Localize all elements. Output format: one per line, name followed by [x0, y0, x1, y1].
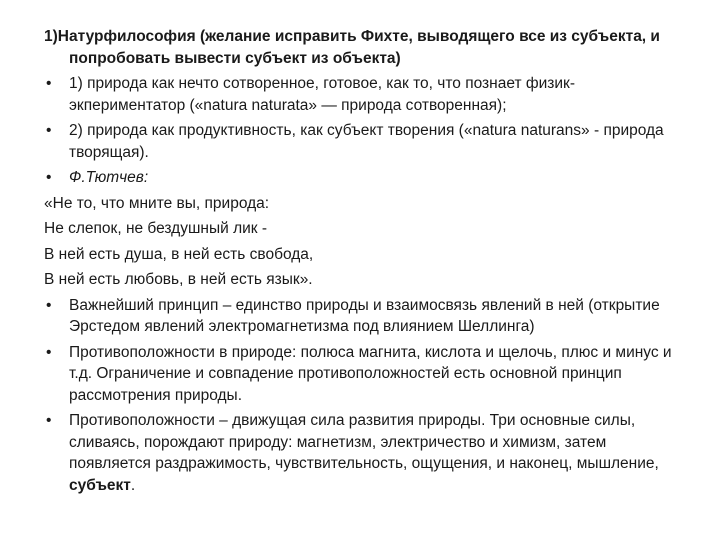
poem-line: В ней есть душа, в ней есть свобода, [44, 245, 314, 263]
bullet: • [46, 169, 52, 186]
list-item-end: . [130, 476, 136, 494]
slide-content [44, 26, 684, 500]
list-item-text: 2) природа как продуктивность, как субъект творения («natura naturans» - природа творящая). [69, 122, 664, 161]
list-item [44, 295, 684, 338]
poet-name: Ф.Тютчев: [69, 169, 149, 186]
bullet: • [46, 343, 52, 361]
bullet: • [46, 296, 52, 314]
bullet: • [46, 75, 52, 92]
list-item [44, 342, 684, 407]
list-item-text: 1) природа как нечто сотворенное, готовое, как то, что познает физик-экпериментатор («natura naturata» — природа сотворенная); [69, 75, 575, 114]
list-item-text: Противоположности в природе: полюса магнита, кислота и щелочь, плюс и минус и т.д. Ограничение и совпадение противоположностей есть основной принцип рассмотрения природы. [69, 343, 672, 404]
emphasis-word: субъект [69, 476, 131, 494]
bullet: • [46, 122, 52, 139]
bullet: • [46, 412, 52, 429]
heading: 1)Натурфилософия (желание исправить Фихте, выводящего все из субъекта, и попробовать вывести субъект из объекта) [44, 28, 660, 67]
list-item [44, 120, 684, 163]
list-item [44, 410, 684, 496]
poem-line: В ней есть любовь, в ней есть язык». [44, 271, 313, 288]
poem-line: Не слепок, не бездушный лик - [44, 220, 268, 237]
poem-line: «Не то, что мните вы, природа: [44, 194, 270, 212]
list-item [44, 167, 684, 189]
list-item-text: Важнейший принцип – единство природы и взаимосвязь явлений в ней (открытие Эрстедом явлений электромагнетизма под влиянием Шеллинга) [69, 296, 660, 335]
list-item [44, 73, 684, 116]
list-item-text: Противоположности – движущая сила развития природы. Три основные силы, сливаясь, порождают природу: магнетизм, электричество и химизм, затем появляется раздражимость, чувствительность, ощущения, и наконец, мышление, [69, 412, 659, 472]
